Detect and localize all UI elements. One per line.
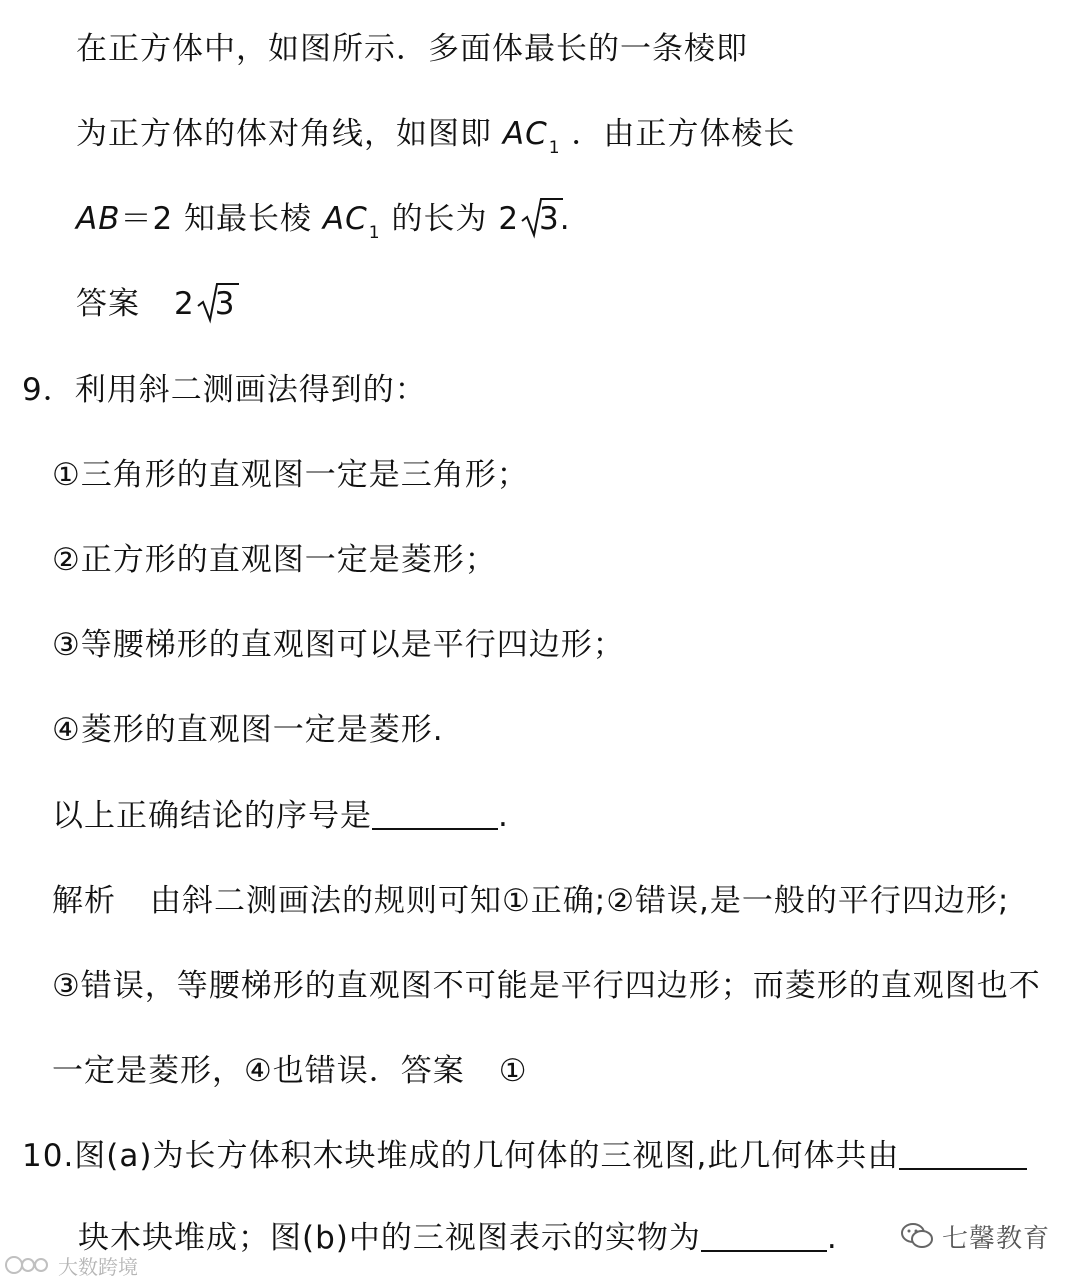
brand-name: 七馨教育 [942, 1223, 1051, 1254]
solution-line-1 [52, 881, 1009, 921]
sqrt-sign-icon [197, 280, 239, 324]
text-l2-b: ．由正方体棱长 [571, 116, 796, 152]
site-logo-icon [4, 1254, 52, 1276]
answer-blank [372, 798, 498, 830]
answer-line-8 [76, 284, 235, 324]
text-l3-b: 的长为 2 [391, 201, 520, 237]
option-2-text: ②正方形的直观图一定是菱形； [52, 542, 497, 578]
text-l1: 在正方体中，如图所示．多面体最长的一条棱即 [76, 31, 748, 67]
math-ac: AC [502, 116, 548, 152]
option-2 [52, 540, 497, 580]
question-9-title [22, 370, 427, 410]
option-1 [52, 455, 529, 495]
site-name: 大数跨境 [58, 1254, 138, 1279]
q10-text-a: 10.图(a)为长方体积木块堆成的几何体的三视图,此几何体共由 [22, 1138, 900, 1174]
sqrt-radicand: 3 [214, 286, 236, 322]
text-line-2 [76, 114, 795, 159]
text-l3-d: . [559, 201, 571, 237]
q9-text: 9．利用斜二测画法得到的： [22, 372, 427, 408]
text-l2-a: 为正方体的体对角线，如图即 [76, 116, 492, 152]
answer-label: 答案 [76, 286, 140, 322]
math-sub-1: 1 [368, 223, 381, 243]
question-9-ask [52, 796, 509, 836]
text-line-1 [76, 29, 748, 69]
sqrt-sign-icon [521, 195, 563, 239]
option-1-text: ①三角形的直观图一定是三角形； [52, 457, 529, 493]
math-ab: AB [76, 201, 121, 237]
brand-watermark [900, 1218, 1050, 1254]
wechat-icon [900, 1221, 934, 1251]
sqrt-expression [521, 199, 560, 239]
solution-text-2: ③错误，等腰梯形的直观图不可能是平行四边形；而菱形的直观图也不 [52, 968, 1041, 1004]
solution-line-2 [52, 966, 1041, 1006]
text-line-3 [76, 199, 571, 244]
ask-end: . [498, 798, 509, 834]
solution-answer: ① [498, 1053, 528, 1089]
sqrt-radicand: 3 [539, 201, 560, 237]
option-4 [52, 710, 444, 750]
text-l3-a: ＝2 知最长棱 [120, 201, 313, 237]
option-3-text: ③等腰梯形的直观图可以是平行四边形； [52, 627, 625, 663]
solution-text-1: 由斜二测画法的规则可知①正确;②错误,是一般的平行四边形; [150, 883, 1010, 919]
math-ac: AC [322, 201, 368, 237]
q10-end: . [826, 1220, 838, 1256]
solution-text-3: 一定是菱形，④也错误．答案 [52, 1053, 465, 1089]
answer-blank [899, 1138, 1027, 1170]
answer-blank [701, 1220, 827, 1252]
option-3 [52, 625, 625, 665]
question-10-line-2 [78, 1218, 838, 1258]
sqrt-expression [197, 284, 236, 324]
site-watermark [4, 1250, 138, 1280]
answer-coefficient: 2 [174, 286, 195, 322]
solution-label: 解析 [52, 883, 116, 919]
ask-text: 以上正确结论的序号是 [52, 798, 372, 834]
solution-line-3 [52, 1051, 528, 1091]
question-10-line-1 [22, 1136, 1027, 1176]
option-4-text: ④菱形的直观图一定是菱形. [52, 712, 444, 748]
math-sub-1: 1 [548, 138, 561, 158]
q10-text-b: 块木块堆成；图(b)中的三视图表示的实物为 [78, 1220, 701, 1256]
